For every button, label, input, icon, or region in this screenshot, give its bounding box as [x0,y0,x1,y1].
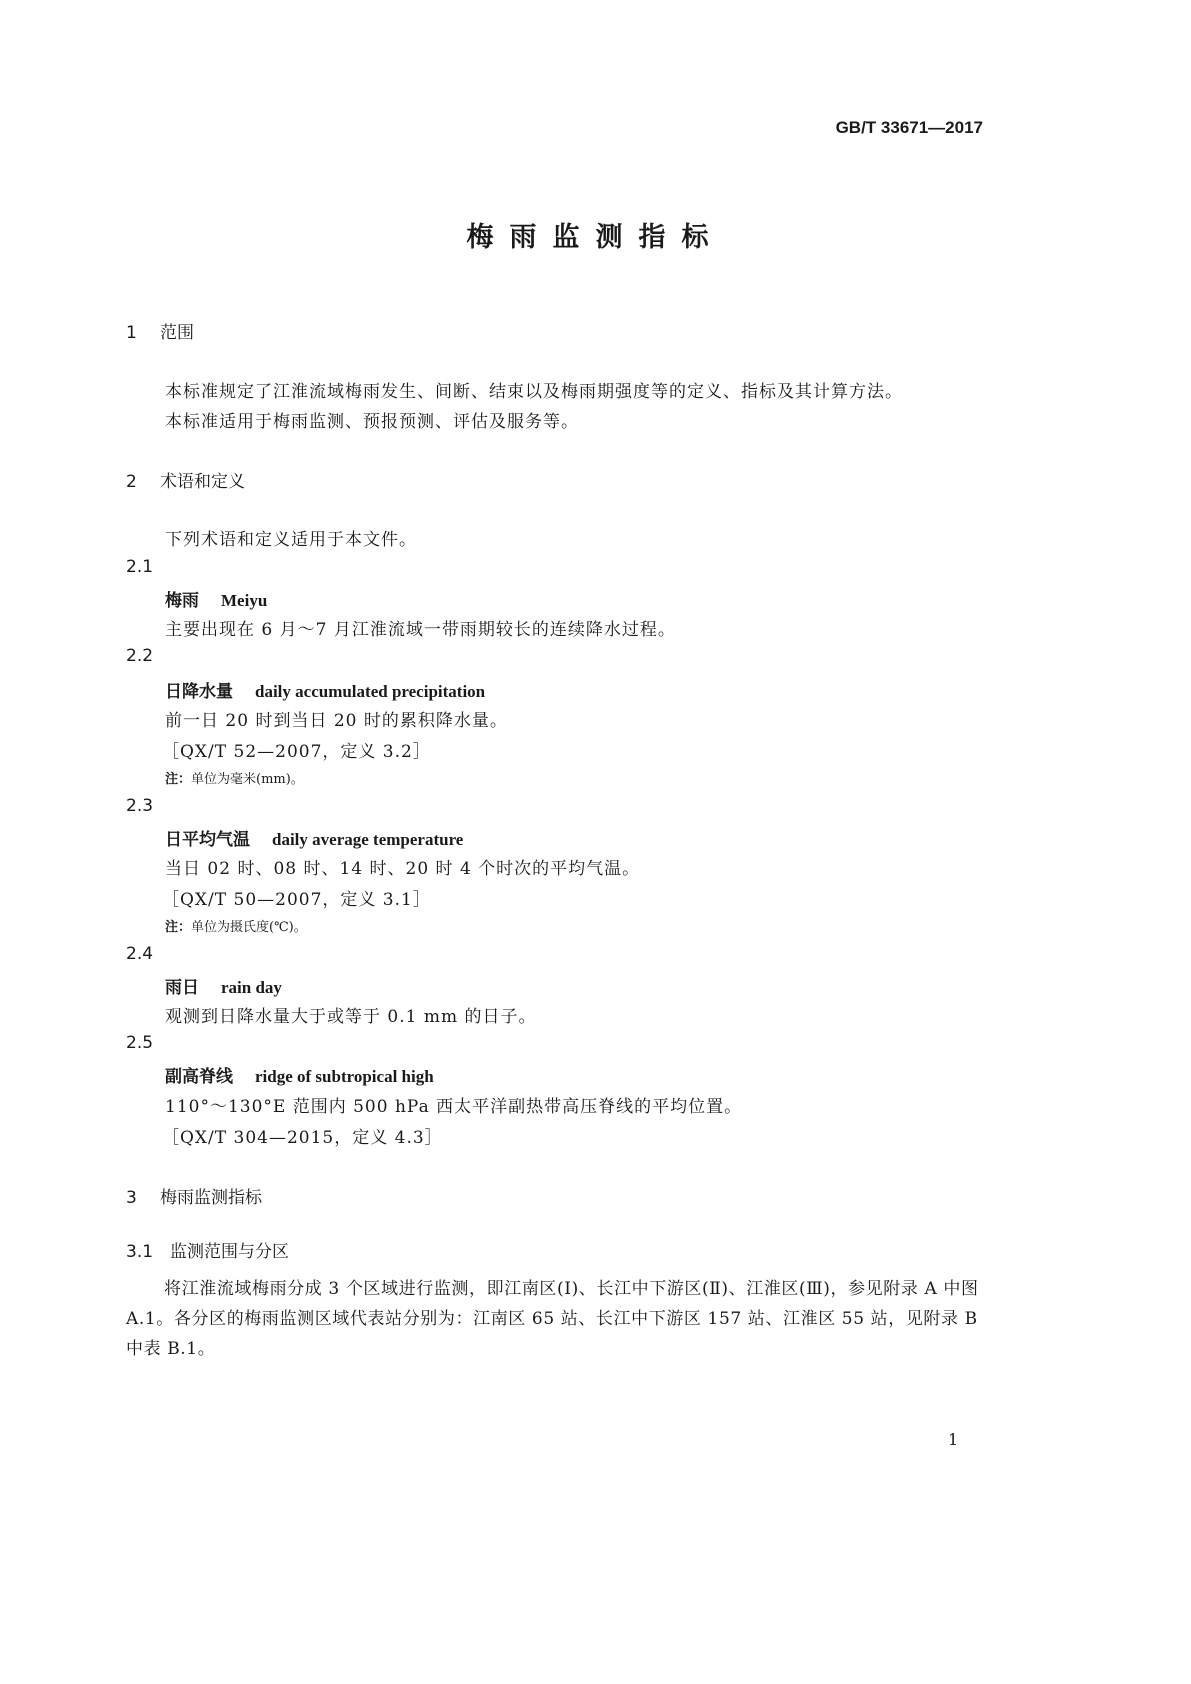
term-zh: 副高脊线 [165,1067,233,1087]
term-heading [165,677,485,702]
scope-paragraph-2: 本标准适用于梅雨监测、预报预测、评估及服务等。 [165,412,579,432]
term-definition: 主要出现在 6 月～7 月江淮流域一带雨期较长的连续降水过程。 [165,620,676,640]
term-definition: 前一日 20 时到当日 20 时的累积降水量。 [165,711,508,731]
term-note [165,916,307,935]
terms-intro: 下列术语和定义适用于本文件。 [165,530,417,550]
term-en: Meiyu [221,591,268,610]
term-source: ［QX/T 52—2007，定义 3.2］ [162,742,431,762]
section-2-heading [126,467,245,492]
term-definition: 观测到日降水量大于或等于 0.1 mm 的日子。 [165,1007,537,1027]
term-en: ridge of subtropical high [255,1067,434,1086]
term-zh: 梅雨 [165,591,199,611]
term-number: 2.5 [126,1033,154,1053]
term-number: 2.1 [126,557,154,577]
term-zh: 雨日 [165,978,199,998]
term-source: ［QX/T 304—2015，定义 4.3］ [162,1128,443,1148]
section-title: 梅雨监测指标 [160,1188,262,1208]
standard-number: GB/T 33671—2017 [835,118,983,137]
term-definition: 110°～130°E 范围内 500 hPa 西太平洋副热带高压脊线的平均位置。 [165,1097,743,1117]
note-text: 单位为毫米(mm)。 [191,772,304,787]
term-number: 2.2 [126,646,154,666]
section-title: 术语和定义 [160,472,245,492]
page-number: 1 [948,1430,959,1449]
note-text: 单位为摄氏度(℃)。 [191,920,307,935]
section-number: 3 [126,1188,137,1208]
section-title: 范围 [160,323,194,343]
note-label: 注： [165,772,192,787]
term-heading [165,1062,434,1087]
subsection-number: 3.1 [126,1242,154,1262]
term-heading [165,825,463,850]
term-en: daily average temperature [272,830,464,849]
scope-paragraph-1: 本标准规定了江淮流域梅雨发生、间断、结束以及梅雨期强度等的定义、指标及其计算方法。 [165,382,903,402]
section-1-heading [126,318,194,343]
section-number: 1 [126,323,137,343]
term-en: rain day [221,978,282,997]
term-source: ［QX/T 50—2007，定义 3.1］ [162,890,431,910]
term-note [165,768,304,787]
subsection-3-1-heading [126,1237,289,1262]
section-3-heading [126,1183,262,1208]
section-number: 2 [126,472,137,492]
term-zh: 日平均气温 [165,830,250,850]
term-definition: 当日 02 时、08 时、14 时、20 时 4 个时次的平均气温。 [165,859,641,879]
monitoring-zones-paragraph: 将江淮流域梅雨分成 3 个区域进行监测，即江南区(Ⅰ)、长江中下游区(Ⅱ)、江淮区(Ⅲ)，参见附录 A 中图 A.1。各分区的梅雨监测区域代表站分别为：江南区 65 站、长江中下游区 157 站、江淮区 55 站，见附录 B 中表 B.1。 [126,1279,979,1359]
term-heading [165,586,267,611]
term-number: 2.3 [126,796,154,816]
subsection-title: 监测范围与分区 [170,1242,289,1262]
document-title: 梅雨监测指标 [466,222,725,253]
note-label: 注： [165,920,192,935]
term-heading [165,973,282,998]
term-zh: 日降水量 [165,682,233,702]
term-number: 2.4 [126,944,154,964]
term-en: daily accumulated precipitation [255,682,486,701]
